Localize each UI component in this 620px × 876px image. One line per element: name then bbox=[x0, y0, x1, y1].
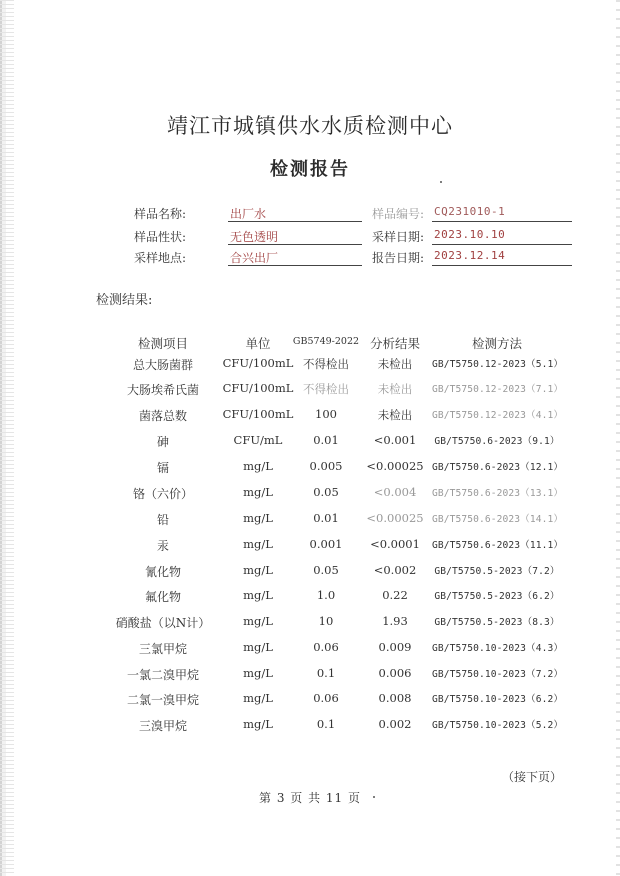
report-title: 检测报告 bbox=[270, 159, 350, 180]
cell-unit: mg/L bbox=[243, 485, 273, 499]
cell-result: 未检出 bbox=[377, 408, 413, 422]
cell-result: <0.002 bbox=[373, 563, 417, 577]
info-row-2 bbox=[0, 228, 620, 248]
table-row bbox=[0, 537, 620, 559]
report-date-label: 报告日期: bbox=[371, 251, 424, 265]
cell-method: GB/T5750.12-2023（4.1） bbox=[432, 410, 564, 421]
sample-state-label: 样品性状: bbox=[133, 230, 186, 244]
sample-id-label: 样品编号: bbox=[371, 207, 424, 221]
table-row bbox=[0, 433, 620, 455]
cell-standard: 不得检出 bbox=[303, 382, 349, 396]
cell-item: 镉 bbox=[156, 461, 169, 475]
cell-item: 一氯二溴甲烷 bbox=[126, 668, 199, 682]
cell-standard: 0.06 bbox=[313, 640, 339, 654]
header-method: 检测方法 bbox=[471, 336, 522, 351]
results-label: 检测结果: bbox=[96, 293, 153, 308]
cell-unit: mg/L bbox=[243, 537, 273, 551]
cell-standard: 0.005 bbox=[309, 459, 343, 473]
sampling-location-value: 合兴出厂 bbox=[228, 249, 362, 266]
info-row-1 bbox=[0, 205, 620, 225]
cell-result: <0.004 bbox=[373, 485, 417, 499]
sample-id-value: CQ231010-1 bbox=[432, 205, 572, 222]
cell-item: 硝酸盐（以N计） bbox=[115, 616, 211, 630]
cell-standard: 0.01 bbox=[313, 433, 339, 447]
cell-method: GB/T5750.10-2023（4.3） bbox=[432, 643, 564, 654]
cell-unit: mg/L bbox=[243, 717, 273, 731]
cell-standard: 0.1 bbox=[316, 666, 336, 680]
cell-item: 汞 bbox=[156, 539, 169, 553]
cell-item: 氟化物 bbox=[144, 590, 181, 604]
cell-result: 未检出 bbox=[377, 357, 413, 371]
cell-standard: 10 bbox=[318, 614, 334, 628]
cell-standard: 0.05 bbox=[313, 563, 339, 577]
cell-item: 总大肠菌群 bbox=[132, 358, 193, 372]
sample-name-value: 出厂水 bbox=[228, 205, 362, 222]
header-result: 分析结果 bbox=[369, 336, 420, 351]
table-row bbox=[0, 640, 620, 662]
cell-unit: CFU/100mL bbox=[222, 356, 294, 370]
cell-method: GB/T5750.6-2023（13.1） bbox=[432, 488, 564, 499]
sample-state-value: 无色透明 bbox=[228, 228, 362, 245]
cell-result: 0.006 bbox=[378, 666, 412, 680]
cell-unit: mg/L bbox=[243, 614, 273, 628]
cell-result: 0.002 bbox=[378, 717, 412, 731]
cell-unit: CFU/mL bbox=[233, 433, 283, 447]
cell-item: 铅 bbox=[156, 513, 169, 527]
cell-unit: CFU/100mL bbox=[222, 381, 294, 395]
table-row bbox=[0, 614, 620, 636]
cell-unit: mg/L bbox=[243, 563, 273, 577]
organization-title: 靖江市城镇供水水质检测中心 bbox=[167, 114, 453, 138]
cell-unit: CFU/100mL bbox=[222, 407, 294, 421]
cell-method: GB/T5750.6-2023（12.1） bbox=[432, 462, 564, 473]
cell-result: 0.22 bbox=[382, 588, 408, 602]
sampling-location-label: 采样地点: bbox=[133, 251, 186, 265]
sampling-date-value: 2023.10.10 bbox=[432, 228, 572, 245]
table-row bbox=[0, 666, 620, 688]
report-date-value: 2023.12.14 bbox=[432, 249, 572, 266]
info-row-3 bbox=[0, 249, 620, 269]
cell-item: 二氯一溴甲烷 bbox=[126, 693, 199, 707]
cell-result: 1.93 bbox=[382, 614, 408, 628]
cell-method: GB/T5750.10-2023（5.2） bbox=[432, 720, 564, 731]
table-row bbox=[0, 356, 620, 378]
header-standard: GB5749-2022 bbox=[292, 336, 360, 347]
cell-method: GB/T5750.5-2023（8.3） bbox=[434, 617, 560, 628]
cell-standard: 0.1 bbox=[316, 717, 336, 731]
cell-unit: mg/L bbox=[243, 691, 273, 705]
cell-result: <0.001 bbox=[373, 433, 417, 447]
table-row bbox=[0, 381, 620, 403]
cell-method: GB/T5750.6-2023（11.1） bbox=[432, 540, 564, 551]
cell-standard: 1.0 bbox=[316, 588, 336, 602]
sample-name-label: 样品名称: bbox=[133, 207, 186, 221]
cell-standard: 0.001 bbox=[309, 537, 343, 551]
cell-unit: mg/L bbox=[243, 666, 273, 680]
cell-unit: mg/L bbox=[243, 511, 273, 525]
cell-item: 大肠埃希氏菌 bbox=[126, 383, 199, 397]
cell-method: GB/T5750.5-2023（6.2） bbox=[434, 591, 560, 602]
cell-result: <0.00025 bbox=[366, 511, 424, 525]
table-row bbox=[0, 717, 620, 739]
table-row bbox=[0, 691, 620, 713]
continue-note: （接下页） bbox=[502, 770, 563, 784]
cell-method: GB/T5750.10-2023（7.2） bbox=[432, 669, 564, 680]
cell-standard: 0.06 bbox=[313, 691, 339, 705]
cell-item: 三氯甲烷 bbox=[138, 642, 187, 656]
table-row bbox=[0, 459, 620, 481]
cell-result: <0.00025 bbox=[366, 459, 424, 473]
cell-result: 0.008 bbox=[378, 691, 412, 705]
cell-method: GB/T5750.6-2023（9.1） bbox=[434, 436, 560, 447]
scan-speck bbox=[440, 181, 442, 183]
cell-standard: 100 bbox=[315, 407, 337, 421]
cell-unit: mg/L bbox=[243, 459, 273, 473]
cell-unit: mg/L bbox=[243, 640, 273, 654]
cell-item: 铬（六价） bbox=[132, 487, 193, 501]
header-item: 检测项目 bbox=[137, 336, 188, 351]
cell-method: GB/T5750.12-2023（5.1） bbox=[432, 359, 564, 370]
cell-item: 砷 bbox=[156, 435, 169, 449]
cell-standard: 0.05 bbox=[313, 485, 339, 499]
cell-standard: 0.01 bbox=[313, 511, 339, 525]
cell-item: 三溴甲烷 bbox=[138, 719, 187, 733]
table-row bbox=[0, 407, 620, 429]
cell-method: GB/T5750.10-2023（6.2） bbox=[432, 694, 564, 705]
cell-item: 氰化物 bbox=[144, 565, 181, 579]
cell-method: GB/T5750.12-2023（7.1） bbox=[432, 384, 564, 395]
cell-standard: 不得检出 bbox=[303, 357, 349, 371]
table-row bbox=[0, 588, 620, 610]
table-row bbox=[0, 511, 620, 533]
header-unit: 单位 bbox=[245, 336, 271, 351]
cell-result: <0.0001 bbox=[370, 537, 420, 551]
cell-result: 未检出 bbox=[377, 382, 413, 396]
sampling-date-label: 采样日期: bbox=[371, 230, 424, 244]
cell-result: 0.009 bbox=[378, 640, 412, 654]
cell-item: 菌落总数 bbox=[138, 409, 187, 423]
cell-unit: mg/L bbox=[243, 588, 273, 602]
cell-method: GB/T5750.6-2023（14.1） bbox=[432, 514, 564, 525]
page-number: 第 3 页 共 11 页 bbox=[259, 791, 361, 805]
table-row bbox=[0, 485, 620, 507]
table-row bbox=[0, 563, 620, 585]
cell-method: GB/T5750.5-2023（7.2） bbox=[434, 566, 560, 577]
